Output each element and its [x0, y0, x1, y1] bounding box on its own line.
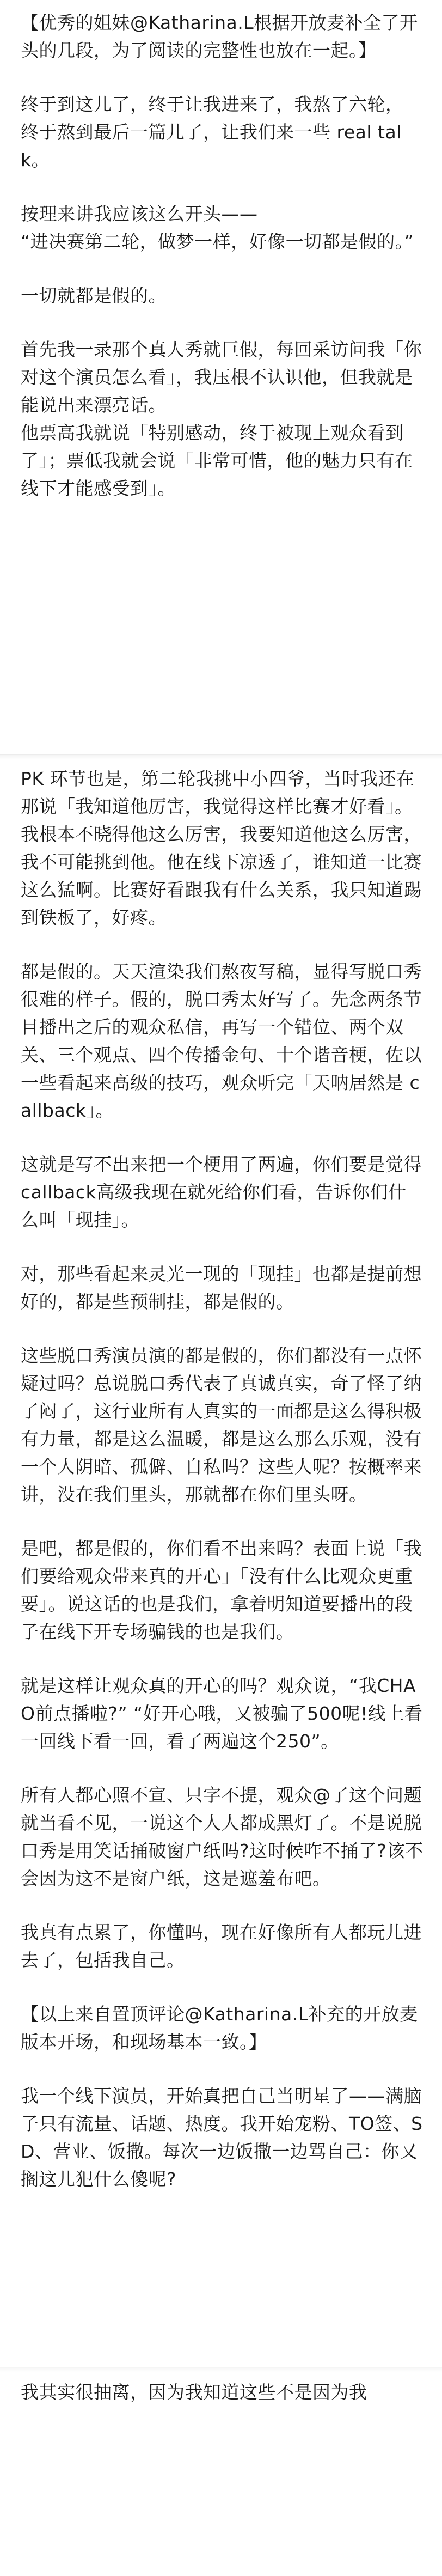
screenshot-section-3 [0, 2367, 442, 2576]
paragraph: 都是假的。天天渲染我们熬夜写稿，显得写脱口秀很难的样子。假的，脱口秀太好写了。先念两条节目播出之后的观众私信，再写一个错位、两个双关、三个观点、四个传播金句、十个谐音梗，佐以一些看起来高级的技巧，观众听完「天呐居然是 callback」。 [21, 961, 422, 1121]
paragraph: 这就是写不出来把一个梗用了两遍，你们要是觉得callback高级我现在就死给你们看，告诉你们什么叫「现挂」。 [21, 1154, 422, 1231]
paragraph: 所有人都心照不宣、只字不提，观众@了这个问题就当看不见，一说这个人人都成黑灯了。不是说脱口秀是用笑话捅破窗户纸吗?这时候咋不捅了?该不会因为这不是窗户纸，这是遮羞布吧。 [21, 1785, 423, 1889]
paragraph: PK 环节也是，第二轮我挑中小四爷，当时我还在那说「我知道他厉害，我觉得这样比赛才好看」。我根本不晓得他这么厉害，我要知道他这么厉害，我不可能挑到他。他在线下凉透了，谁知道一比赛这么猛啊。比赛好看跟我有什么关系，我只知道踢到铁板了，好疼。 [21, 768, 422, 928]
screenshot-section-1 [0, 0, 442, 754]
screenshot-section-2 [0, 754, 442, 2367]
section-divider [0, 2367, 442, 2372]
section-divider [0, 755, 442, 759]
paragraph: 就是这样让观众真的开心的吗？观众说，“我CHAO前点播啦?” “好开心哦，又被骗了500呢!线上看一回线下看一回，看了两遍这个250”。 [21, 1675, 423, 1752]
paragraph: 按理来讲我应该这么开头—— “进决赛第二轮，做梦一样，好像一切都是假的。” [21, 203, 414, 252]
article-body-3 [21, 2378, 423, 2432]
paragraph: 我其实很抽离，因为我知道这些不是因为我 [21, 2382, 367, 2403]
paragraph: 这些脱口秀演员演的都是假的，你们都没有一点怀疑过吗？总说脱口秀代表了真诚真实，奇了怪了纳了闷了，这行业所有人真实的一面都是这么得积极有力量，都是这么温暖，都是这么那么乐观，没有一个人阴暗、孤僻、自私吗？这些人呢？按概率来讲，没在我们里头，那就都在你们里头呀。 [21, 1345, 422, 1505]
paragraph: 是吧，都是假的，你们看不出来吗？表面上说「我们要给观众带来真的开心」「没有什么比观众更重要」。说这话的也是我们，拿着明知道要播出的段子在线下开专场骗钱的也是我们。 [21, 1538, 422, 1642]
paragraph: 【优秀的姐妹@Katharina.L根据开放麦补全了开头的几段，为了阅读的完整性也放在一起。】 [21, 12, 418, 61]
paragraph: 对，那些看起来灵光一现的「现挂」也都是提前想好的，都是些预制挂，都是假的。 [21, 1263, 422, 1312]
paragraph: 【以上来自置顶评论@Katharina.L补充的开放麦版本开场，和现场基本一致。】 [21, 2003, 418, 2053]
article-body-2 [21, 765, 423, 2219]
paragraph: 一切就都是假的。 [21, 285, 167, 306]
paragraph: 我真有点累了，你懂吗，现在好像所有人都玩儿进去了，包括我自己。 [21, 1922, 422, 1971]
paragraph: 首先我一录那个真人秀就巨假，每回采访问我「你对这个演员怎么看」，我压根不认识他，但我就是能说出来漂亮话。 他票高我就说「特别感动，终于被现上观众看到了」；票低我就会说「非常可惜，他的魅力只有在线下才能感受到」。 [21, 339, 422, 499]
article-body-1 [21, 9, 423, 528]
paragraph: 终于到这儿了，终于让我进来了，我熬了六轮， 终于熬到最后一篇儿了，让我们来一些 real talk。 [21, 94, 404, 170]
paragraph: 我一个线下演员，开始真把自己当明星了——满脑子只有流量、话题、热度。我开始宠粉、TO签、SD、营业、饭撒。每次一边饭撒一边骂自己：你又搁这儿犯什么傻呢? [21, 2085, 423, 2190]
